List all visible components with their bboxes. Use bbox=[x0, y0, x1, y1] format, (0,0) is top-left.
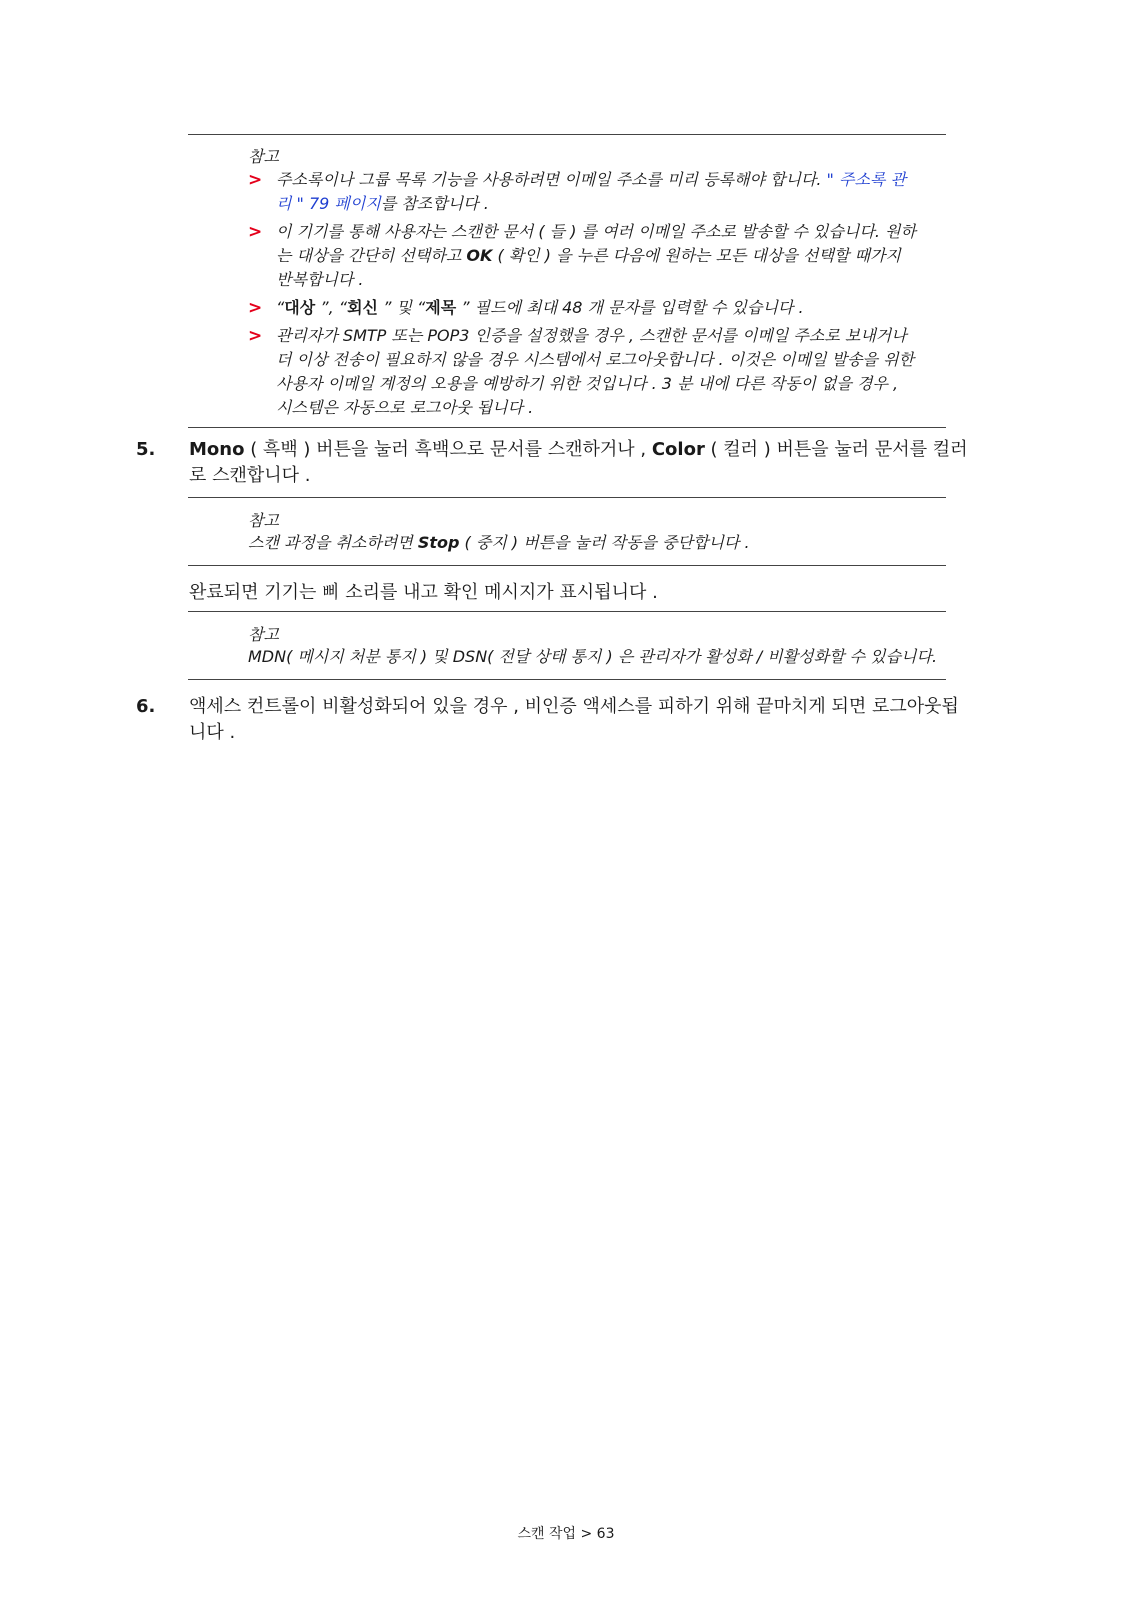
completion-text: 완료되면 기기는 삐 소리를 내고 확인 메시지가 표시됩니다 . bbox=[189, 582, 658, 603]
field-label-subject: 제목 bbox=[425, 298, 457, 317]
note-title: 참고 bbox=[248, 147, 279, 166]
bullet-text: 주소록이나 그룹 목록 기능을 사용하려면 이메일 주소를 미리 등록해야 합니다. " 주소록 관리 " 79 페이지를 참조합니다 . bbox=[276, 170, 906, 213]
step-5 bbox=[136, 437, 976, 489]
bullet-marker-icon: > bbox=[248, 170, 263, 190]
note-bullet bbox=[248, 296, 918, 320]
stop-label: Stop bbox=[417, 533, 460, 552]
step-6 bbox=[136, 694, 976, 746]
bullet-text: 이 기기를 통해 사용자는 스캔한 문서 ( 들 ) 를 여러 이메일 주소로 발송할 수 있습니다. 원하는 대상을 간단히 선택하고 OK ( 확인 ) 을 누른 다음에 원하는 모든 대상을 선택할 때가지 반복합니다 . bbox=[276, 222, 916, 289]
divider bbox=[188, 497, 946, 498]
note-text: MDN( 메시지 처분 통지 ) 및 DSN( 전달 상태 통지 ) 은 관리자가 활성화 / 비활성화할 수 있습니다. bbox=[248, 647, 938, 666]
bullet-marker-icon: > bbox=[248, 298, 263, 318]
divider bbox=[188, 427, 946, 428]
address-book-link[interactable]: " 주소록 관리 " 79 페이지 bbox=[276, 170, 906, 213]
bullet-text: “대상 ”, “회신 ” 및 “제목 ” 필드에 최대 48 개 문자를 입력할 수 있습니다 . bbox=[276, 298, 804, 317]
step-number: 6. bbox=[136, 696, 156, 717]
field-label-reply: 회신 bbox=[347, 298, 378, 317]
field-label-recipient: 대상 bbox=[284, 298, 316, 317]
page-footer: 스캔 작업 > 63 bbox=[517, 1526, 615, 1542]
bullet-marker-icon: > bbox=[248, 222, 263, 242]
note-bullet bbox=[248, 220, 918, 292]
step-text: 액세스 컨트롤이 비활성화되어 있을 경우 , 비인증 액세스를 피하기 위해 끝마치게 되면 로그아웃됩니다 . bbox=[189, 696, 959, 743]
divider bbox=[188, 679, 946, 680]
step-text: Mono ( 흑백 ) 버튼을 눌러 흑백으로 문서를 스캔하거나 , Color ( 컬러 ) 버튼을 눌러 문서를 컬러로 스캔합니다 . bbox=[189, 439, 968, 486]
note-bullet bbox=[248, 168, 918, 216]
page-number: 63 bbox=[596, 1526, 615, 1542]
ok-label: OK bbox=[466, 246, 493, 265]
note-bullet bbox=[248, 324, 918, 420]
note-title: 참고 bbox=[248, 511, 279, 530]
note-text: 스캔 과정을 취소하려면 Stop ( 중지 ) 버튼을 눌러 작동을 중단합니다 . bbox=[248, 533, 750, 552]
divider bbox=[188, 134, 946, 135]
note-title: 참고 bbox=[248, 625, 279, 644]
divider bbox=[188, 565, 946, 566]
bullet-text: 관리자가 SMTP 또는 POP3 인증을 설정했을 경우 , 스캔한 문서를 이메일 주소로 보내거나 더 이상 전송이 필요하지 않을 경우 시스템에서 로그아웃합니다 . 이것은 이메일 발송을 위한 사용자 이메일 계정의 오용을 예방하기 위한 것입니다 . 3 분 내에 다른 작동이 없을 경우 , 시스템은 자동으로 로그아웃 됩니다 . bbox=[276, 326, 914, 417]
color-label: Color bbox=[651, 439, 705, 460]
mono-label: Mono bbox=[189, 439, 245, 460]
step-number: 5. bbox=[136, 439, 156, 460]
divider bbox=[188, 611, 946, 612]
footer-section: 스캔 작업 bbox=[517, 1526, 577, 1542]
bullet-marker-icon: > bbox=[248, 326, 263, 346]
